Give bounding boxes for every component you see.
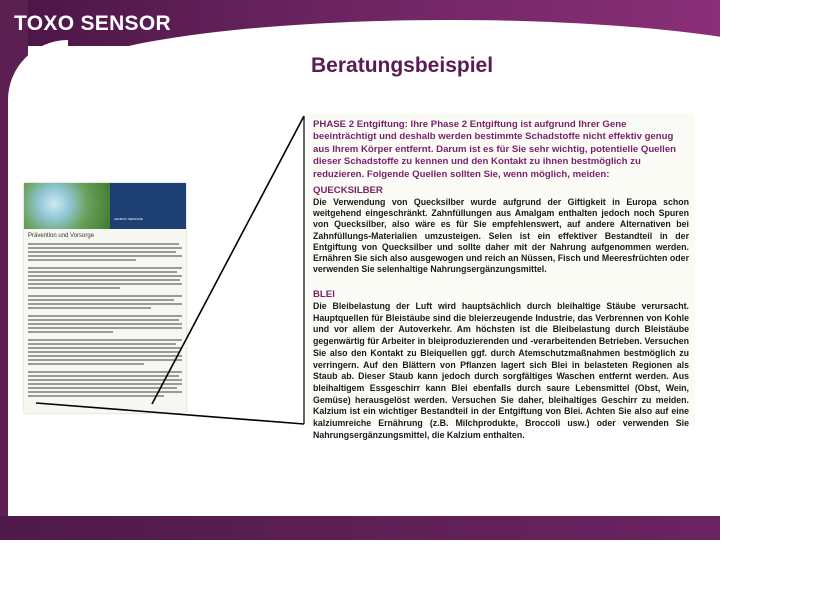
section-title-lead: BLEI [313,289,335,300]
page-title: TOXO SENSOR [14,12,171,35]
brochure-thumbnail [24,183,186,413]
section-title-mercury: QUECKSILBER [313,185,383,196]
brochure-photo [24,183,110,229]
zoomed-document-panel [307,113,695,440]
brochure-badge: GENETIC MEDICINE [114,217,143,221]
brochure-text-lines [28,243,182,399]
section-text-mercury: Die Verwendung von Quecksilber wurde aufgrund der Giftigkeit in Europa schon weitgehend eingeschränkt. Zahnfüllungen aus Amalgam enthalten jedoch noch Spuren von Quecksilber, also wäre es für Sie empfehlenswert, auf andere Alternativen bei Zahnfüllungs-Materialien umzusteigen. Selen ist ein effektiver Bestandteil in der Entgiftung von Quecksilber und sollte daher mit der Nahrung aufgenommen werden. Ernähren Sie sich also ausgewogen und reich an Nüssen, Fisch und Meeresfrüchten oder verwenden Sie selenhaltige Nahrungsergänzungsmittel. [313,197,689,275]
footer-band [0,516,720,540]
section-text-lead: Die Bleibelastung der Luft wird hauptsächlich durch bleihaltige Stäube verursacht. Hauptquellen für Bleistäube sind die bleierzeugende Industrie, das Verbrennen von Kohle und vor allem der Autoverkehr. Am höchsten ist die Bleibelastung durch Bleistäube gegenwärtig für Arbeiter in bleiproduzierenden und -verarbeitenden Betrieben. Versuchen Sie also den Kontakt zu Bleiquellen ggf. durch Atemschutzmaßnahmen bestmöglich zu verringern. Auf den Blättern von Pflanzen lagert sich Blei in belasteten Regionen als Staub ab. Dieser Staub kann jedoch durch sorgfältiges Waschen entfernt werden. Aus bleihaltigem Essgeschirr kann Blei ebenfalls durch saure Lebensmittel (Obst, Wein, Gemüse) herausgelöst werden. Versuchen Sie daher, bleihaltiges Geschirr zu meiden. Kalzium ist ein wichtiger Bestandteil in der Entgiftung von Blei. Achten Sie also auf eine kalziumreiche Ernährung (z.B. Milchprodukte, Broccoli usw.) oder verwenden Sie Nahrungsergänzungsmittel, die Kalzium enthalten. [313,301,689,440]
phase2-heading: PHASE 2 Entgiftung: Ihre Phase 2 Entgiftung ist aufgrund Ihrer Gene beeinträchtigt und deshalb werden bestimmte Schadstoffe nicht effektiv genug aus Ihrem Körper entfernt. Darum ist es für Sie sehr wichtig, potentielle Quellen dieser Schadstoffe zu kennen und den Kontakt zu ihnen bestmöglich zu reduzieren. Folgende Quellen sollten Sie, wenn möglich, meiden: [313,119,677,180]
brochure-banner [110,183,186,229]
brochure-heading: Prävention und Vorsorge [28,233,95,239]
slide-subtitle: Beratungsbeispiel [311,54,494,77]
